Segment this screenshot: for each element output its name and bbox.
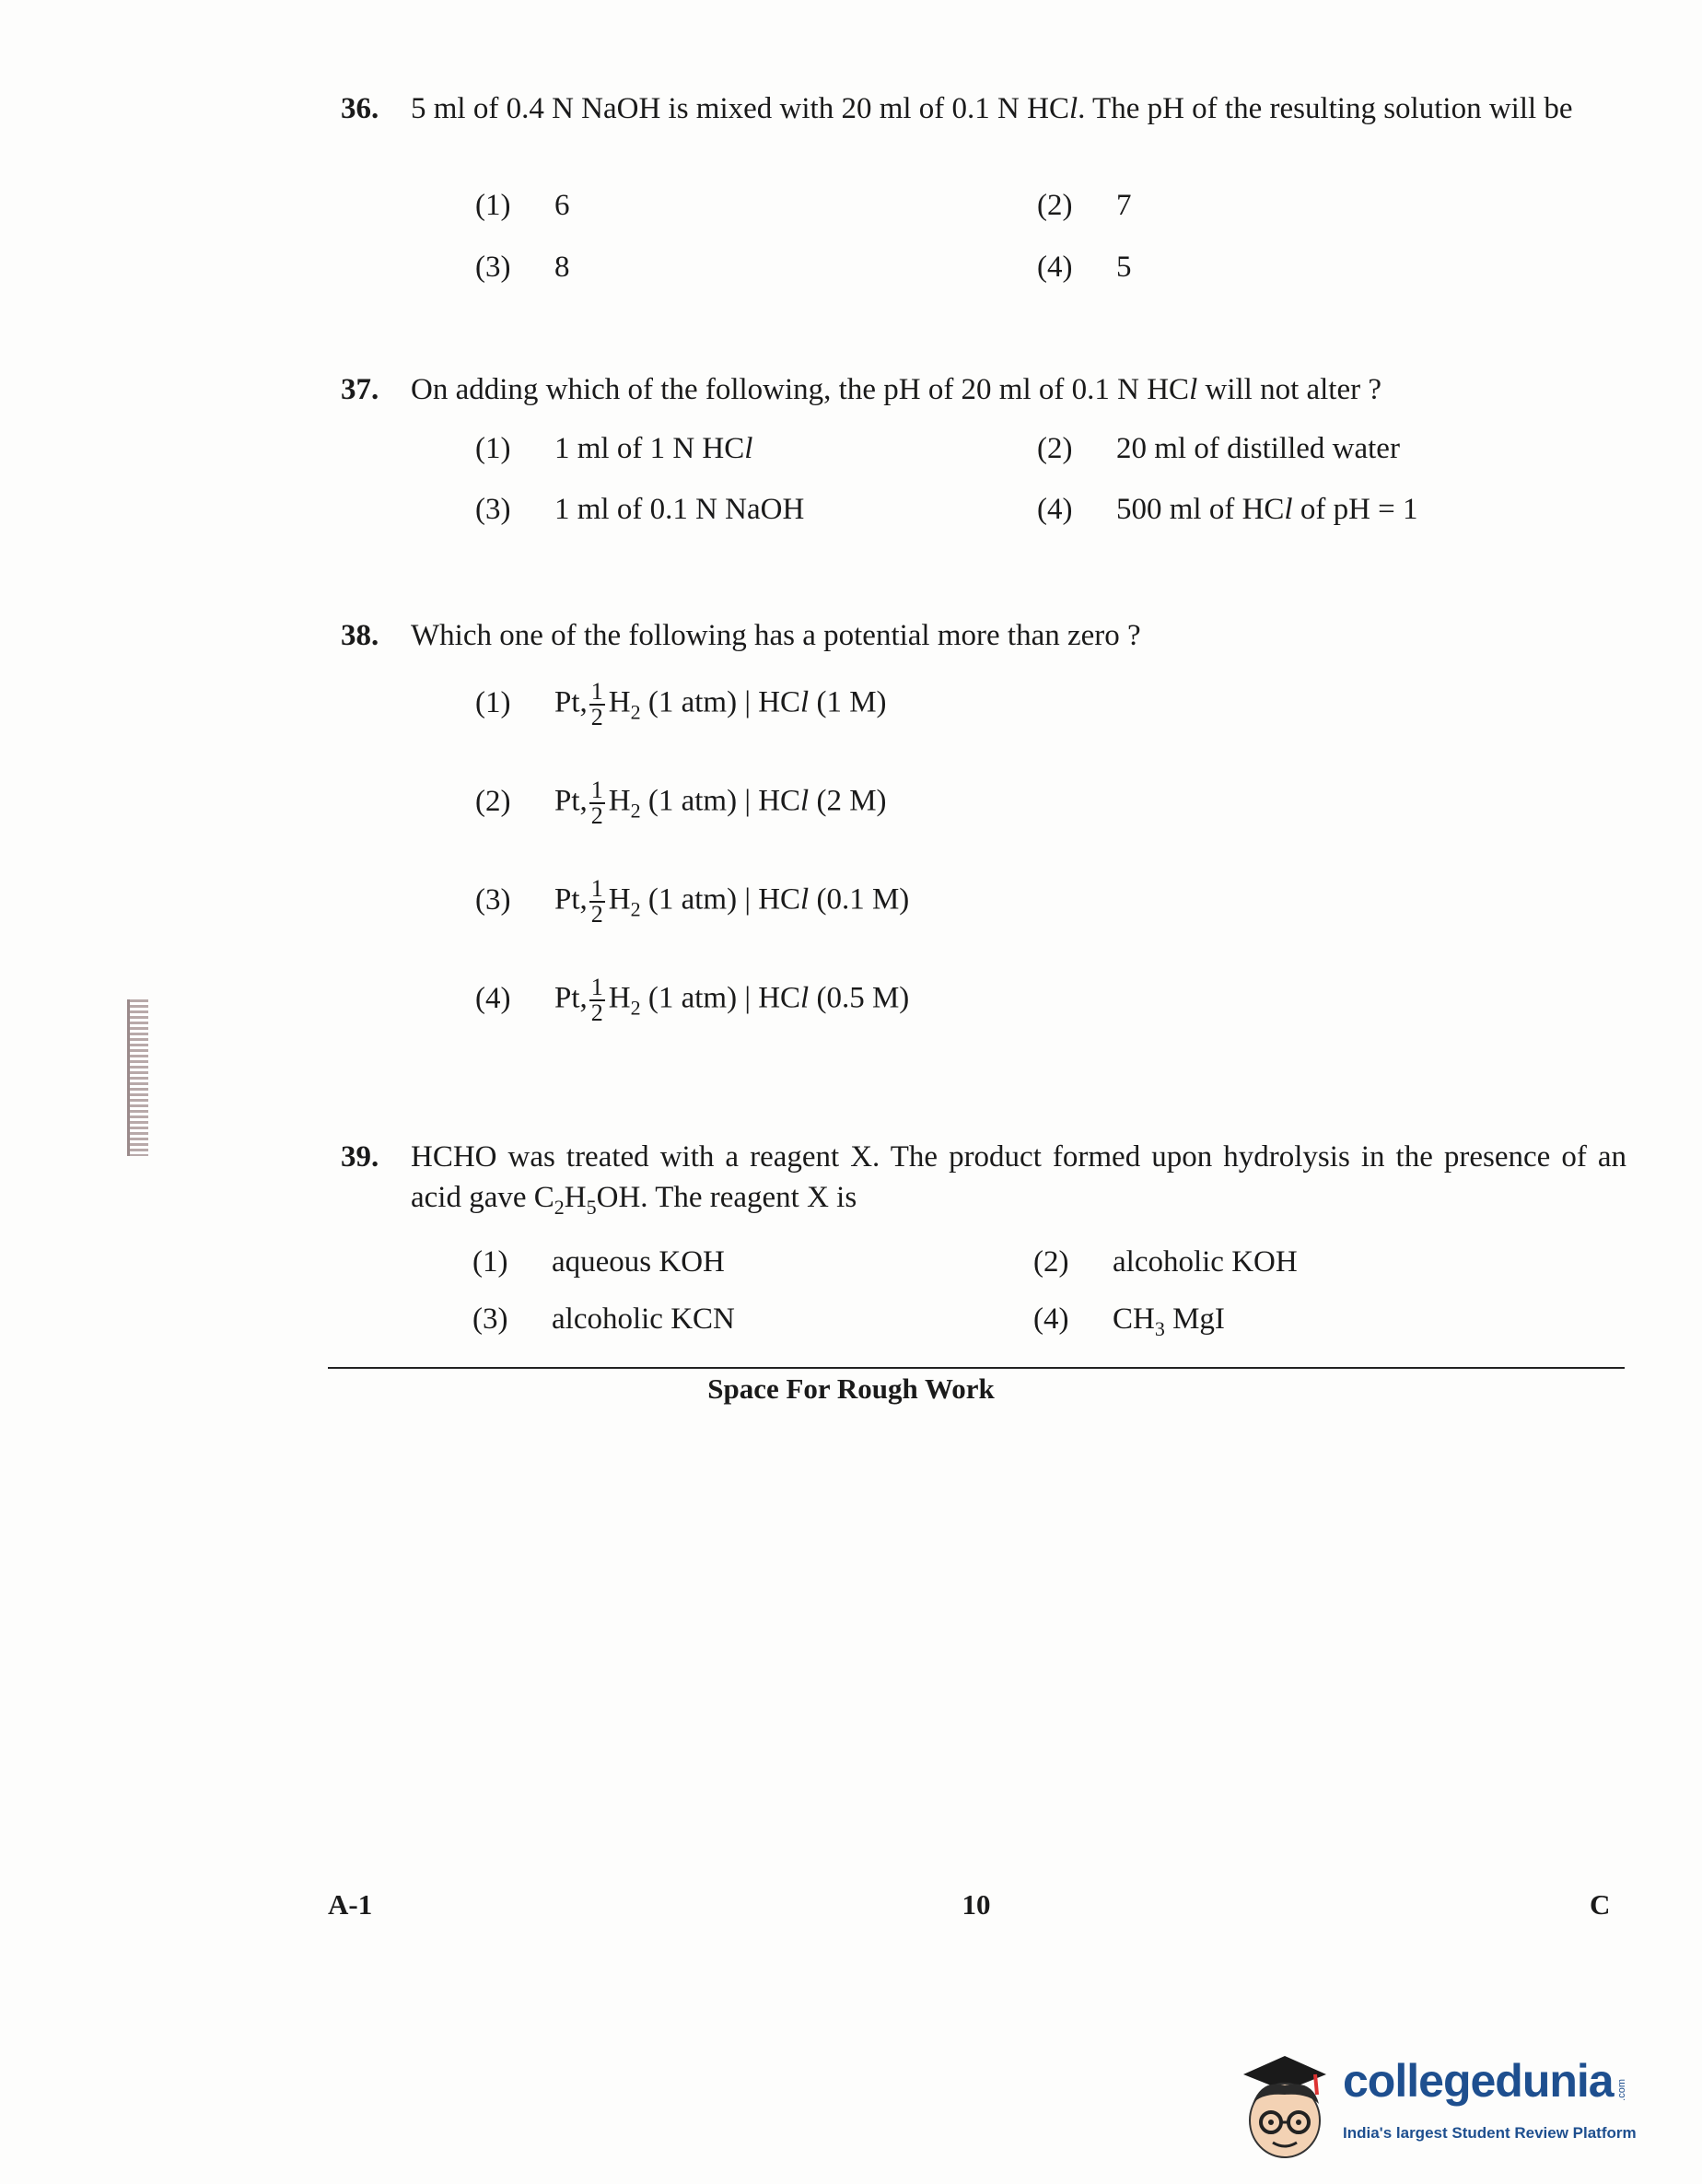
option-text: Pt, xyxy=(554,685,588,719)
option-text: H xyxy=(608,882,631,917)
option-37-1[interactable] xyxy=(475,432,752,466)
option-38-3[interactable] xyxy=(475,877,909,927)
option-38-2[interactable] xyxy=(475,778,887,828)
option-text: alcoholic KCN xyxy=(552,1302,735,1336)
subscript: 2 xyxy=(630,897,641,921)
mascot-icon xyxy=(1234,2047,1335,2166)
footer-code: A-1 xyxy=(328,1888,373,1921)
option-39-1[interactable] xyxy=(472,1245,725,1279)
subscript: 2 xyxy=(630,996,641,1020)
question-number: 39. xyxy=(341,1140,379,1174)
option-number: (4) xyxy=(1033,1302,1069,1336)
option-text: (1 M) xyxy=(809,685,887,719)
option-37-3[interactable] xyxy=(475,493,804,527)
option-text: H xyxy=(608,784,631,818)
option-text: 7 xyxy=(1116,189,1132,222)
option-number: (3) xyxy=(472,1302,508,1336)
logo-wordmark: collegedunia xyxy=(1343,2055,1614,2107)
option-text: 8 xyxy=(554,251,570,284)
fraction-denominator: 2 xyxy=(590,704,603,730)
fraction xyxy=(589,778,605,828)
fraction-numerator: 1 xyxy=(590,875,603,902)
option-37-4[interactable] xyxy=(1037,493,1418,527)
fraction-numerator: 1 xyxy=(590,678,603,705)
footer-page-number: 10 xyxy=(962,1888,991,1921)
option-number: (1) xyxy=(475,685,511,719)
option-text: (2 M) xyxy=(809,784,887,818)
option-text: MgI xyxy=(1164,1302,1225,1336)
option-text: H xyxy=(608,981,631,1015)
rough-work-divider xyxy=(328,1367,1625,1369)
option-number: (1) xyxy=(475,432,511,465)
option-text: CH xyxy=(1113,1302,1155,1336)
option-number: (4) xyxy=(1037,251,1073,284)
option-39-3[interactable] xyxy=(472,1302,735,1337)
footer-set: C xyxy=(1590,1888,1611,1921)
option-text-italic: l xyxy=(800,882,810,917)
question-38 xyxy=(341,615,1141,656)
option-text: 6 xyxy=(554,189,570,222)
option-number: (2) xyxy=(1037,189,1073,222)
option-38-1[interactable] xyxy=(475,680,887,730)
option-text: (1 atm) | HC xyxy=(640,981,801,1015)
option-number: (4) xyxy=(475,981,511,1015)
option-number: (3) xyxy=(475,493,511,526)
option-text: Pt, xyxy=(554,882,588,917)
question-text-part: H xyxy=(564,1181,587,1214)
logo-tagline: India's largest Student Review Platform xyxy=(1343,2124,1637,2142)
option-text: (1 atm) | HC xyxy=(640,882,801,917)
question-number: 38. xyxy=(341,619,379,652)
option-number: (2) xyxy=(475,784,511,818)
rough-work-label: Space For Rough Work xyxy=(707,1372,995,1405)
question-text-part: On adding which of the following, the pH of 20 ml of 0.1 N HC xyxy=(411,373,1190,406)
question-text xyxy=(411,88,1626,129)
question-text-part: HCHO was treated with a reagent X. The product formed upon hydrolysis in the presence of an acid gave C xyxy=(411,1140,1626,1214)
question-37 xyxy=(341,369,1382,410)
fraction xyxy=(589,975,605,1025)
option-number: (3) xyxy=(475,251,511,284)
option-36-4[interactable] xyxy=(1037,251,1132,285)
subscript: 5 xyxy=(586,1196,597,1219)
question-text-italic: l xyxy=(1068,92,1078,125)
option-text: alcoholic KOH xyxy=(1113,1245,1298,1279)
option-text: 1 ml of 1 N HC xyxy=(554,432,745,465)
option-39-4[interactable] xyxy=(1033,1302,1225,1341)
option-text-italic: l xyxy=(800,981,810,1015)
option-text-italic: l xyxy=(1284,493,1293,526)
fraction-denominator: 2 xyxy=(590,802,603,829)
option-36-1[interactable] xyxy=(475,189,570,223)
option-text: H xyxy=(608,685,631,719)
option-text: of pH = 1 xyxy=(1292,493,1418,526)
option-text: Pt, xyxy=(554,981,588,1015)
logo-com: .com xyxy=(1616,2079,1627,2101)
subscript: 2 xyxy=(630,700,641,724)
option-number: (4) xyxy=(1037,493,1073,526)
option-number: (3) xyxy=(475,882,511,917)
fraction-denominator: 2 xyxy=(590,901,603,928)
question-text xyxy=(411,369,1626,410)
option-text: (0.5 M) xyxy=(809,981,910,1015)
option-36-2[interactable] xyxy=(1037,189,1132,223)
fraction xyxy=(589,877,605,927)
question-text-part: 5 ml of 0.4 N NaOH is mixed with 20 ml of 0.1 N HC xyxy=(411,92,1069,125)
option-number: (2) xyxy=(1037,432,1073,465)
option-text: 20 ml of distilled water xyxy=(1116,432,1400,465)
option-text-italic: l xyxy=(800,784,810,818)
subscript: 2 xyxy=(554,1196,565,1219)
option-text: (0.1 M) xyxy=(809,882,910,917)
option-text: (1 atm) | HC xyxy=(640,784,801,818)
option-text-italic: l xyxy=(800,685,810,719)
question-36 xyxy=(341,88,1573,129)
question-text xyxy=(411,1137,1626,1228)
question-text-part: will not alter ? xyxy=(1197,373,1382,406)
option-text-italic: l xyxy=(744,432,753,465)
option-37-2[interactable] xyxy=(1037,432,1400,466)
option-text: 1 ml of 0.1 N NaOH xyxy=(554,493,805,526)
collegedunia-logo xyxy=(1234,2047,1637,2166)
fraction-numerator: 1 xyxy=(590,974,603,1000)
question-39 xyxy=(341,1137,1626,1219)
fraction-numerator: 1 xyxy=(590,777,603,803)
option-text: Pt, xyxy=(554,784,588,818)
fraction-denominator: 2 xyxy=(590,999,603,1026)
option-text: 5 xyxy=(1116,251,1132,284)
option-number: (2) xyxy=(1033,1245,1069,1279)
option-number: (1) xyxy=(472,1245,508,1279)
question-text-part: OH. The reagent X is xyxy=(596,1181,857,1214)
option-text: aqueous KOH xyxy=(552,1245,725,1279)
option-39-2[interactable] xyxy=(1033,1245,1298,1279)
subscript: 2 xyxy=(630,799,641,823)
question-text-italic: l xyxy=(1189,373,1198,406)
fraction xyxy=(589,680,605,730)
question-number: 37. xyxy=(341,373,379,406)
subscript: 3 xyxy=(1154,1317,1165,1340)
question-number: 36. xyxy=(341,92,379,125)
option-38-4[interactable] xyxy=(475,975,909,1025)
option-text: (1 atm) | HC xyxy=(640,685,801,719)
question-text-part: . The pH of the resulting solution will be xyxy=(1078,92,1573,125)
binding-strip xyxy=(127,999,148,1156)
question-text: Which one of the following has a potential more than zero ? xyxy=(411,619,1141,652)
option-text: 500 ml of HC xyxy=(1116,493,1285,526)
option-number: (1) xyxy=(475,189,511,222)
option-36-3[interactable] xyxy=(475,251,570,285)
